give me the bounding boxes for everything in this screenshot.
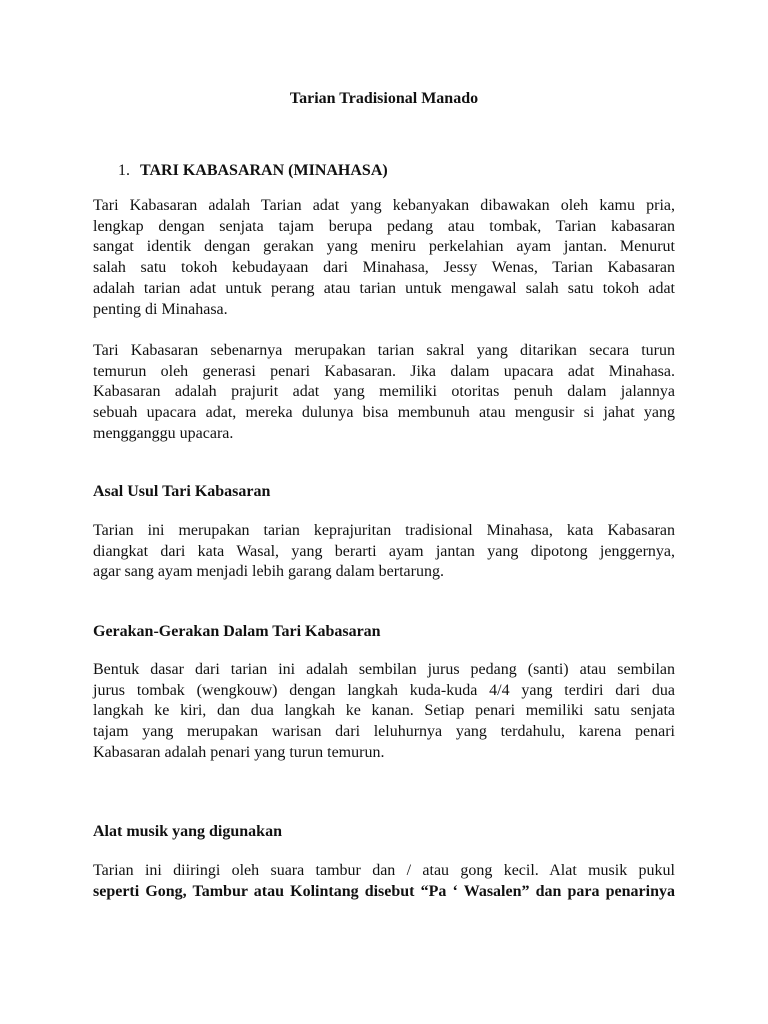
- paragraph-line: sebuah upacara adat, mereka dulunya bisa membunuh atau mengusir si jahat yang: [93, 404, 675, 422]
- paragraph-line: Tarian ini merupakan tarian keprajuritan tradisional Minahasa, kata Kabasaran: [93, 522, 675, 539]
- heading-gerakan: Gerakan-Gerakan Dalam Tari Kabasaran: [93, 623, 381, 640]
- paragraph-line: Tari Kabasaran sebenarnya merupakan tarian sakral yang ditarikan secara turun: [93, 342, 675, 359]
- paragraph-line: Kabasaran adalah penari yang turun temurun.: [93, 743, 385, 761]
- section-title: TARI KABASARAN (MINAHASA): [140, 162, 388, 179]
- paragraph-line: Bentuk dasar dari tarian ini adalah sembilan jurus pedang (santi) atau sembilan: [93, 661, 675, 678]
- paragraph-line: diangkat dari kata Wasal, yang berarti ayam jantan yang dipotong jenggernya,: [93, 542, 675, 560]
- paragraph-line: adalah tarian adat untuk perang atau tarian untuk mengawal salah satu tokoh adat: [93, 279, 675, 297]
- paragraph-origin: [93, 521, 675, 583]
- heading-alat-musik: Alat musik yang digunakan: [93, 823, 282, 840]
- paragraph-line: tajam yang merupakan warisan dari leluhurnya yang terdahulu, karena penari: [93, 723, 675, 741]
- paragraph-intro: [93, 196, 675, 320]
- section-number: 1.: [118, 162, 130, 179]
- document-title: Tarian Tradisional Manado: [289, 90, 479, 107]
- heading-asal-usul: Asal Usul Tari Kabasaran: [93, 483, 271, 500]
- paragraph-line: salah satu tokoh kebudayaan dari Minahasa, Jessy Wenas, Tarian Kabasaran: [93, 259, 675, 277]
- paragraph-line: seperti Gong, Tambur atau Kolintang disebut “Pa ‘ Wasalen” dan para penarinya: [93, 882, 675, 900]
- paragraph-line: penting di Minahasa.: [93, 300, 228, 318]
- paragraph-line: Tari Kabasaran adalah Tarian adat yang kebanyakan dibawakan oleh kamu pria,: [93, 197, 675, 214]
- paragraph-line: temurun oleh generasi penari Kabasaran. Jika dalam upacara adat Minahasa.: [93, 362, 675, 380]
- paragraph-line: Kabasaran adalah prajurit adat yang memiliki otoritas penuh dalam jalannya: [93, 383, 675, 401]
- paragraph-sacred: [93, 341, 675, 445]
- paragraph-line: lengkap dengan senjata tajam berupa pedang atau tombak, Tarian kabasaran: [93, 217, 675, 235]
- paragraph-line: agar sang ayam menjadi lebih garang dalam bertarung.: [93, 563, 444, 581]
- paragraph-line: Tarian ini diiringi oleh suara tambur dan / atau gong kecil. Alat musik pukul: [93, 862, 675, 879]
- paragraph-line: mengganggu upacara.: [93, 424, 234, 442]
- paragraph-line: langkah ke kiri, dan dua langkah ke kanan. Setiap penari memiliki satu senjata: [93, 702, 675, 720]
- paragraph-instruments: [93, 861, 675, 902]
- paragraph-line: jurus tombak (wengkouw) dengan langkah kuda-kuda 4/4 yang terdiri dari dua: [93, 681, 675, 699]
- section-heading-tari-kabasaran: [118, 160, 388, 182]
- paragraph-line: sangat identik dengan gerakan yang meniru perkelahian ayam jantan. Menurut: [93, 238, 675, 256]
- paragraph-movements: [93, 660, 675, 764]
